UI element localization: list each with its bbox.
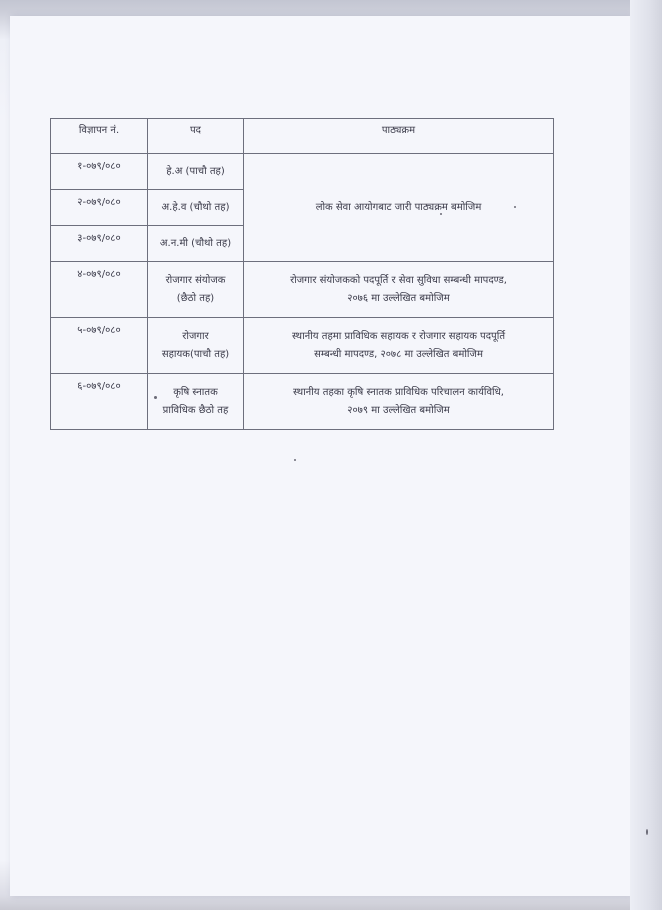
header-post: पद [148, 119, 244, 154]
post-cell: अ.हे.व (चौथो तह) [148, 190, 244, 226]
ad-number-cell: २-०७९/०८० [51, 190, 148, 226]
ad-number-cell: ४-०७९/०८० [51, 262, 148, 318]
syllabus-line: स्थानीय तहमा प्राविधिक सहायक र रोजगार सहायक पदपूर्ति [291, 330, 506, 342]
syllabus-table [50, 118, 554, 430]
post-line: सहायक(पाचौ तह) [161, 348, 230, 360]
ad-number-cell: १-०७९/०८० [51, 154, 148, 190]
post-cell [148, 374, 244, 430]
post-cell [148, 262, 244, 318]
post-line: रोजगार संयोजक [165, 274, 226, 286]
ad-number-cell: ३-०७९/०८० [51, 226, 148, 262]
syllabus-cell [244, 318, 554, 374]
syllabus-cell-group: लोक सेवा आयोगबाट जारी पाठ्यक्रम बमोजिम [244, 154, 554, 262]
header-ad-number: विज्ञापन नं. [51, 119, 148, 154]
syllabus-line: २०७६ मा उल्लेखित बमोजिम [347, 292, 450, 304]
table-row [51, 318, 554, 374]
syllabus-cell [244, 374, 554, 430]
post-cell [148, 318, 244, 374]
post-line: प्राविधिक छैठो तह [162, 404, 229, 416]
syllabus-line: स्थानीय तहका कृषि स्नातक प्राविधिक परिचालन कार्यविधि, [293, 386, 504, 398]
scan-speck [294, 459, 296, 461]
table-row [51, 154, 554, 190]
syllabus-cell [244, 262, 554, 318]
syllabus-line: सम्बन्धी मापदण्ड, २०७८ मा उल्लेखित बमोजिम [314, 348, 483, 360]
ad-number-cell: ५-०७९/०८० [51, 318, 148, 374]
post-line: (छैठो तह) [176, 292, 215, 304]
scan-edge-shadow [630, 0, 662, 910]
table-header-row [51, 119, 554, 154]
syllabus-line: रोजगार संयोजकको पदपूर्ति र सेवा सुविधा सम्बन्धी मापदण्ड, [290, 274, 507, 286]
ad-number-cell: ६-०७९/०८० [51, 374, 148, 430]
post-cell: हे.अ (पाचौ तह) [148, 154, 244, 190]
header-syllabus: पाठ्यक्रम [244, 119, 554, 154]
post-line: रोजगार [182, 330, 209, 342]
post-cell: अ.न.मी (चौथो तह) [148, 226, 244, 262]
syllabus-line: २०७९ मा उल्लेखित बमोजिम [347, 404, 450, 416]
table-row [51, 374, 554, 430]
post-line: कृषि स्नातक [173, 386, 218, 398]
table-row [51, 262, 554, 318]
scan-speck [646, 829, 648, 835]
